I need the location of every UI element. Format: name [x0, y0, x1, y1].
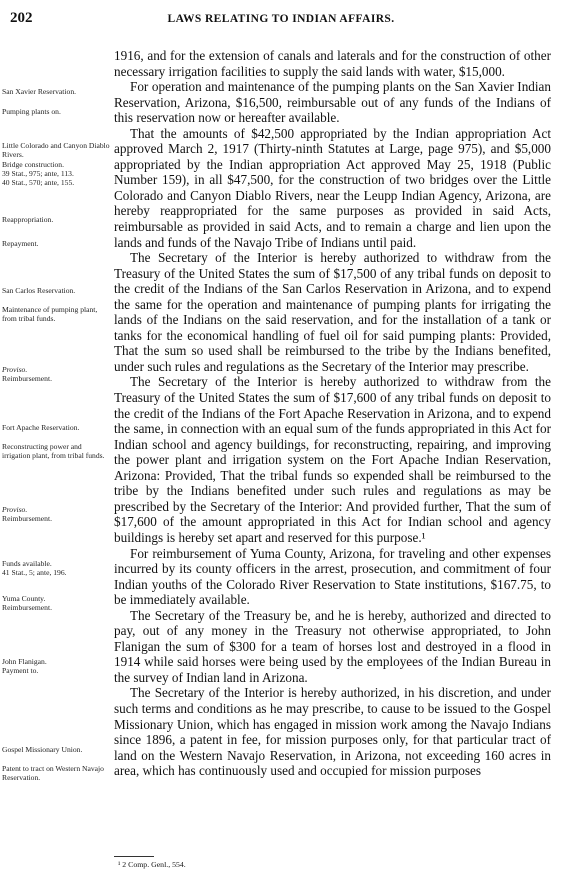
paragraph: 1916, and for the extension of canals and laterals and for the construction of other necessary irrigation facilities to supply the said lands with water, $15,000.: [114, 48, 551, 79]
margin-note: 39 Stat., 975; ante, 113.: [2, 169, 74, 178]
margin-note: 41 Stat., 5; ante, 196.: [2, 568, 67, 577]
page-header: [0, 10, 562, 32]
running-head: LAWS RELATING TO INDIAN AFFAIRS.: [167, 13, 395, 25]
margin-note: Fort Apache Reservation.: [2, 423, 80, 432]
paragraph: The Secretary of the Interior is hereby authorized to withdraw from the Treasury of the United States the sum of $17,600 of any tribal funds on deposit to the credit of the Indians of the Fort Apache Reservation in Arizona, and to expend the same, in connection with an equal sum of the funds appropriated in this Act for Indian school and agency buildings, for reconstructing, repairing, and improving the power plant and irrigation system on the Fort Apache Indian Reservation, Arizona: Provided, That the tribal funds so expended shall be reimbursed to the tribe by the Indians benefited under such rules and regulations as may be prescribed by the Secretary of the Interior: And provided further, That the sum of $17,600 of the amount appropriated in this Act for Indian school and agency buildings is hereby set apart and reserved for this purpose.¹: [114, 374, 551, 545]
margin-note: Reimbursement.: [2, 374, 52, 383]
margin-note: Patent to tract on Western Navajo Reservation.: [2, 764, 104, 782]
margin-note: Payment to.: [2, 666, 39, 675]
paragraph: The Secretary of the Interior is hereby authorized, in his discretion, and under such terms and conditions as he may prescribe, to cause to be issued to the Gospel Missionary Union, which has engaged in mission work among the Navajo Indians since 1896, a patent in fee, for mission purposes only, for that particular tract of land on the Western Navajo Reservation, in Arizona, not exceeding 160 acres in area, which has continuously used and occupied for mission purposes: [114, 685, 551, 779]
margin-note: Maintenance of pumping plant, from tribal funds.: [2, 305, 98, 323]
margin-note: Reconstructing power and irrigation plant, from tribal funds.: [2, 442, 105, 460]
margin-note: Yuma County.: [2, 594, 46, 603]
paragraph: For operation and maintenance of the pumping plants on the San Xavier Indian Reservation, Arizona, $16,500, reimbursable out of any funds of the Indians of this reservation now or hereafter available.: [114, 79, 551, 126]
margin-note: Reimbursement.: [2, 603, 52, 612]
margin-note: Proviso.: [2, 505, 28, 514]
margin-note: Reappropriation.: [2, 215, 54, 224]
margin-note: San Xavier Reservation.: [2, 87, 77, 96]
margin-note: San Carlos Reservation.: [2, 286, 76, 295]
footnote: ¹ 2 Comp. Genl., 554.: [118, 860, 186, 869]
paragraph: The Secretary of the Interior is hereby authorized to withdraw from the Treasury of the United States the sum of $17,500 of any tribal funds on deposit to the credit of the Indians of the San Carlos Reservation in Arizona, and to expend the same for the operation and maintenance of pumping plants for irrigating the lands of the Indians on the said reservation, and for the installation of a tank or tanks for the economical handling of fuel oil for said pumping plants: Provided, That the sum so used shall be reimbursed to the tribe by the Indians benefited, under such rules and regulations as the Secretary of the Interior may prescribe.: [114, 250, 551, 374]
margin-note: Repayment.: [2, 239, 39, 248]
main-text: [114, 48, 551, 779]
margin-note: Little Colorado and Canyon Diablo Rivers.: [2, 141, 110, 159]
page-number: 202: [10, 10, 33, 26]
margin-note: Pumping plants on.: [2, 107, 61, 116]
paragraph: For reimbursement of Yuma County, Arizona, for traveling and other expenses incurred by its county officers in the arrest, prosecution, and commitment of four Indian youths of the Colorado River Reservation to State institutions, $167.75, to be immediately available.: [114, 545, 551, 608]
margin-note: Proviso.: [2, 365, 28, 374]
margin-note: Funds available.: [2, 559, 52, 568]
margin-note: Bridge construction.: [2, 160, 65, 169]
footnote-rule: [114, 856, 154, 857]
margin-note: 40 Stat., 570; ante, 155.: [2, 178, 75, 187]
paragraph: The Secretary of the Treasury be, and he is hereby, authorized and directed to pay, out of any money in the Treasury not otherwise appropriated, to John Flanigan the sum of $300 for a team of horses lost and destroyed in a flood in 1914 while said horses were being used by the employees of the Indian Bureau in the survey of Indian land in Arizona.: [114, 607, 551, 685]
margin-note: Gospel Missionary Union.: [2, 745, 83, 754]
margin-note: Reimbursement.: [2, 514, 52, 523]
paragraph: That the amounts of $42,500 appropriated by the Indian appropriation Act approved March 2, 1917 (Thirty-ninth Statutes at Large, page 975), and $5,000 appropriated by the Indian appropriation Act approved May 25, 1918 (Public Number 159), in all $47,500, for the construction of two bridges over the Little Colorado and Canyon Diablo Rivers, near the Leupp Indian Agency, Arizona, are hereby reappropriated for the same purposes as provided in said Acts, reimbursable as provided in said Acts, and to remain a charge and lien upon the lands and funds of the Navajo Tribe of Indians until paid.: [114, 125, 551, 250]
margin-note: John Flanigan.: [2, 657, 47, 666]
